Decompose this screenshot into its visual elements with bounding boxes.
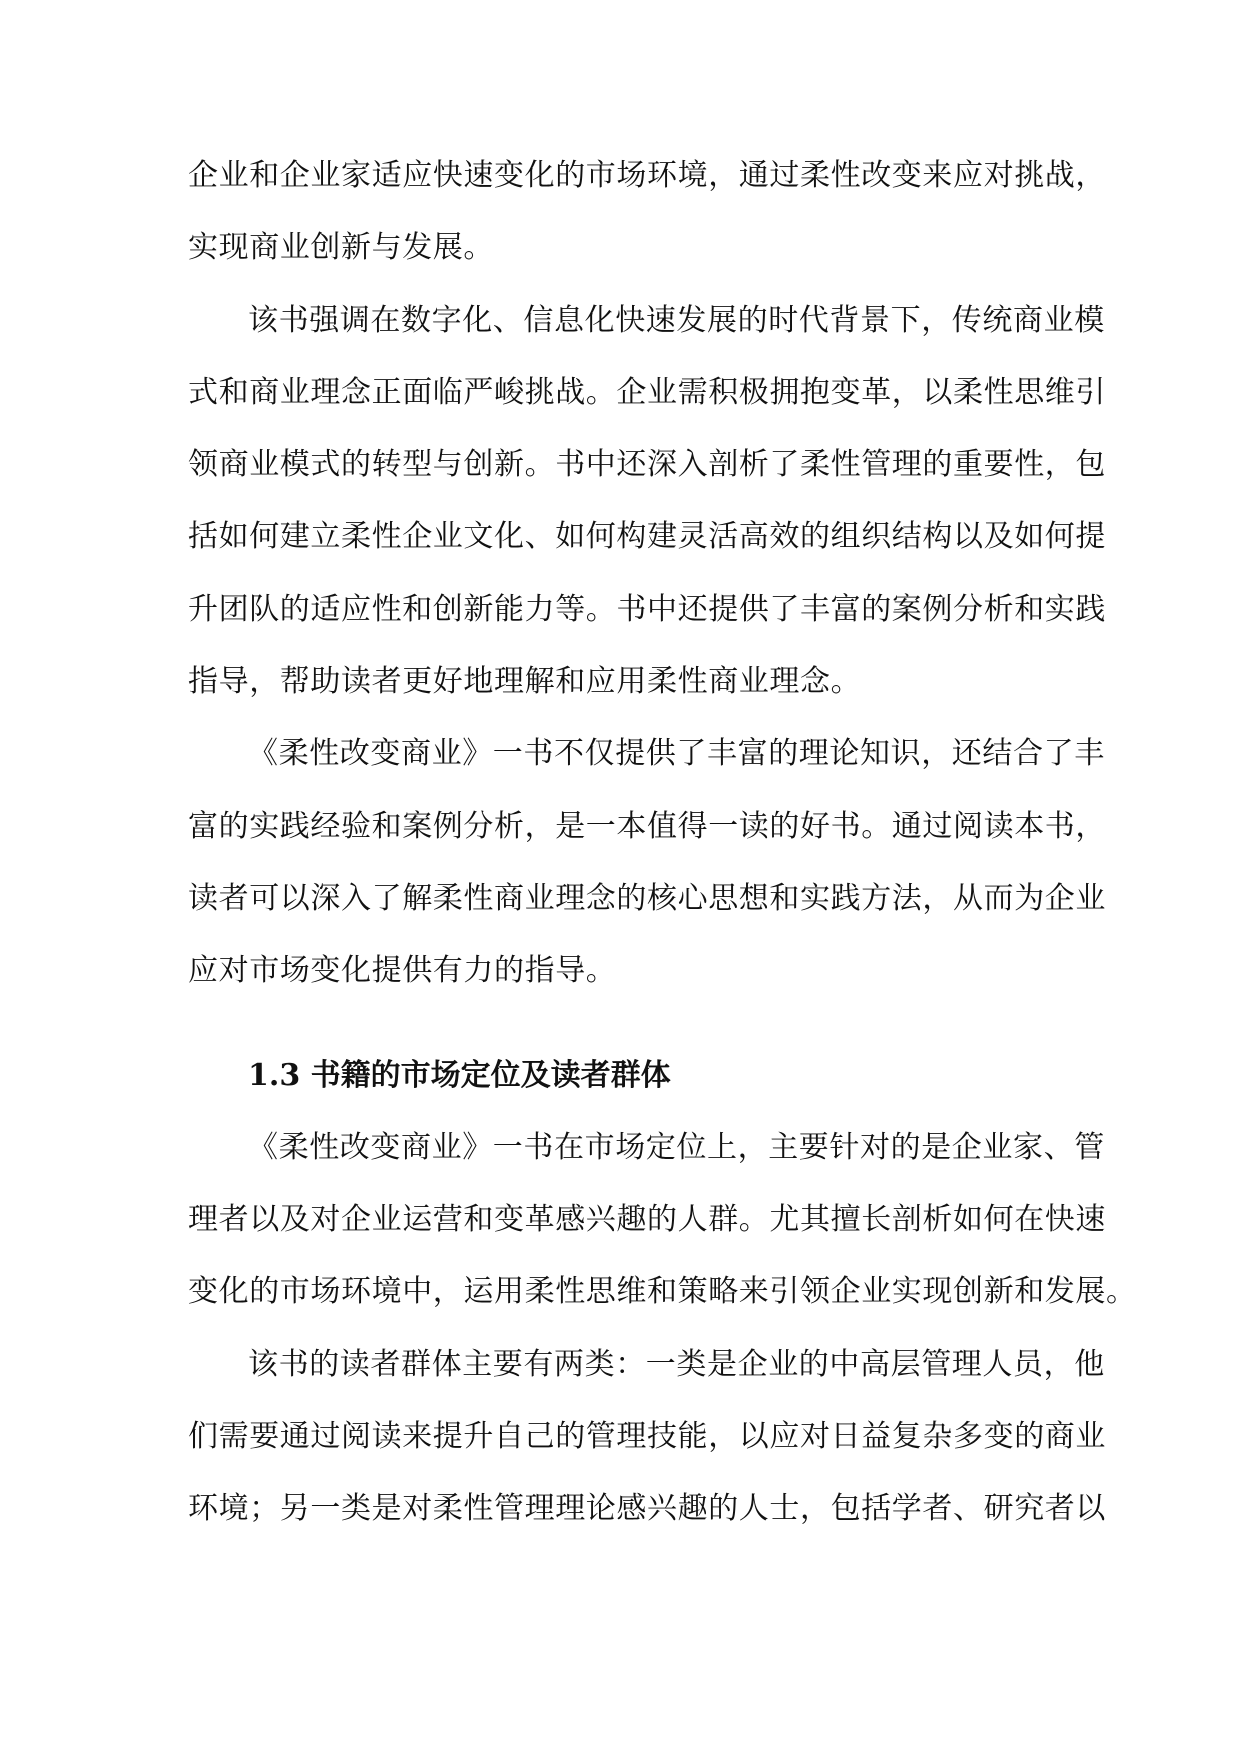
paragraph-4	[188, 1112, 1137, 1329]
text-line: 读者可以深入了解柔性商业理念的核心思想和实践方法，从而为企业	[188, 880, 1106, 916]
text-line: 《柔性改变商业》一书在市场定位上，主要针对的是企业家、管	[248, 1129, 1105, 1165]
text-line: 实现商业创新与发展。	[188, 230, 494, 266]
text-line: 企业和企业家适应快速变化的市场环境，通过柔性改变来应对挑战，	[188, 158, 1106, 193]
text-line: 领商业模式的转型与创新。书中还深入剖析了柔性管理的重要性，包	[188, 447, 1106, 483]
text-line: 升团队的适应性和创新能力等。书中还提供了丰富的案例分析和实践	[188, 591, 1106, 627]
paragraph-3	[188, 718, 1106, 1007]
text-line: 变化的市场环境中，运用柔性思维和策略来引领企业实现创新和发展。	[188, 1274, 1137, 1310]
text-line: 该书强调在数字化、信息化快速发展的时代背景下，传统商业模	[248, 302, 1105, 338]
paragraph-5	[188, 1329, 1106, 1546]
text-line: 环境；另一类是对柔性管理理论感兴趣的人士，包括学者、研究者以	[188, 1491, 1106, 1527]
text-line: 该书的读者群体主要有两类：一类是企业的中高层管理人员，他	[248, 1346, 1105, 1382]
text-line: 指导，帮助读者更好地理解和应用柔性商业理念。	[188, 664, 862, 700]
page-content	[188, 140, 1137, 1546]
text-line: 式和商业理念正面临严峻挑战。企业需积极拥抱变革，以柔性思维引	[188, 374, 1106, 410]
text-line: 括如何建立柔性企业文化、如何构建灵活高效的组织结构以及如何提	[188, 519, 1106, 555]
text-line: 理者以及对企业运营和变革感兴趣的人群。尤其擅长剖析如何在快速	[188, 1202, 1106, 1238]
text-line: 们需要通过阅读来提升自己的管理技能，以应对日益复杂多变的商业	[188, 1419, 1106, 1455]
section-heading: 1.3 书籍的市场定位及读者群体	[248, 1057, 671, 1093]
paragraph-2	[188, 285, 1106, 719]
text-line: 应对市场变化提供有力的指导。	[188, 953, 617, 989]
text-line: 《柔性改变商业》一书不仅提供了丰富的理论知识，还结合了丰	[248, 736, 1105, 772]
text-line: 富的实践经验和案例分析，是一本值得一读的好书。通过阅读本书，	[188, 808, 1106, 844]
paragraph-1	[188, 140, 1106, 285]
